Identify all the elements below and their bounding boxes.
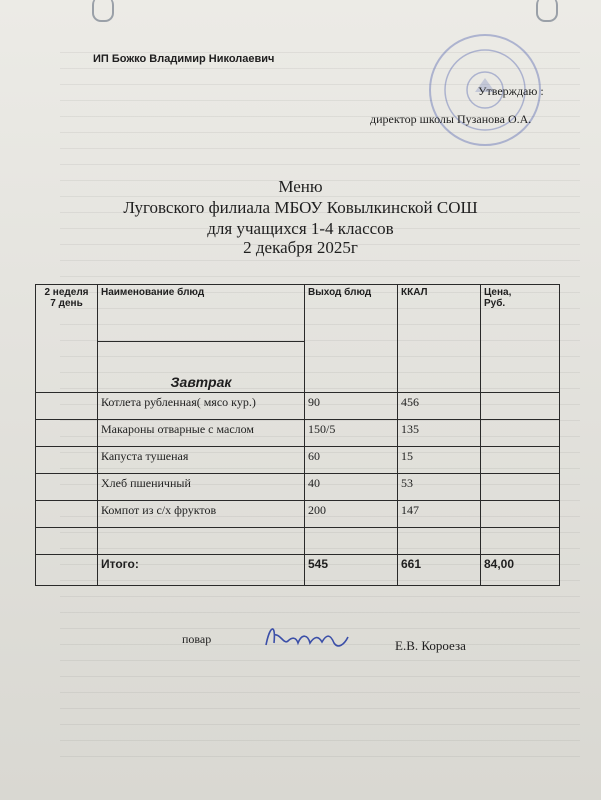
menu-table: [35, 284, 560, 586]
total-yield: 545: [305, 555, 398, 586]
total-label: Итого:: [98, 555, 305, 586]
table-row: [36, 528, 560, 555]
dish-cell: Компот из с/х фруктов: [98, 501, 305, 528]
school-name: Луговского филиала МБОУ Ковылкинской СОШ: [123, 198, 478, 217]
price-cell: [481, 420, 560, 447]
table-row: [36, 474, 560, 501]
company-name: ИП Божко Владимир Николаевич: [93, 53, 275, 65]
price-cell: [481, 393, 560, 420]
director-line: директор школы Пузанова О.А.: [370, 112, 532, 126]
week-day-cell: 2 неделя 7 день: [36, 285, 98, 393]
yield-cell: [305, 528, 398, 555]
cook-name: Е.В. Короеза: [395, 638, 466, 653]
kcal-cell: [398, 528, 481, 555]
table-row: [36, 447, 560, 474]
total-row: [36, 555, 560, 586]
paper-clip: [536, 0, 558, 22]
dish-cell: Хлеб пшеничный: [98, 474, 305, 501]
total-kcal: 661: [398, 555, 481, 586]
meal-label: Завтрак: [98, 342, 305, 393]
total-price: 84,00: [481, 555, 560, 586]
paper-clip: [92, 0, 114, 22]
table-row: [36, 501, 560, 528]
approval-label: Утверждаю :: [478, 84, 544, 98]
kcal-cell: 456: [398, 393, 481, 420]
yield-cell: 90: [305, 393, 398, 420]
yield-cell: 150/5: [305, 420, 398, 447]
kcal-cell: 135: [398, 420, 481, 447]
price-cell: [481, 501, 560, 528]
dish-cell: Котлета рубленная( мясо кур.): [98, 393, 305, 420]
price-cell: [481, 474, 560, 501]
price-header: Цена, Руб.: [481, 285, 560, 393]
signature: [258, 615, 353, 655]
date-line: 2 декабря 2025г: [243, 238, 358, 257]
dish-cell: [98, 528, 305, 555]
yield-cell: 40: [305, 474, 398, 501]
dish-cell: Макароны отварные с маслом: [98, 420, 305, 447]
table-row: [36, 420, 560, 447]
yield-cell: 60: [305, 447, 398, 474]
kcal-cell: 53: [398, 474, 481, 501]
yield-header: Выход блюд: [305, 285, 398, 393]
yield-cell: 200: [305, 501, 398, 528]
table-row: [36, 393, 560, 420]
price-cell: [481, 528, 560, 555]
dish-header: Наименование блюд: [98, 285, 305, 342]
kcal-header: ККАЛ: [398, 285, 481, 393]
audience-line: для учащихся 1-4 классов: [207, 219, 394, 238]
kcal-cell: 147: [398, 501, 481, 528]
table-header-row: [36, 285, 560, 342]
cook-label: повар: [182, 632, 212, 646]
kcal-cell: 15: [398, 447, 481, 474]
doc-title: Меню: [278, 177, 323, 196]
price-cell: [481, 447, 560, 474]
dish-cell: Капуста тушеная: [98, 447, 305, 474]
